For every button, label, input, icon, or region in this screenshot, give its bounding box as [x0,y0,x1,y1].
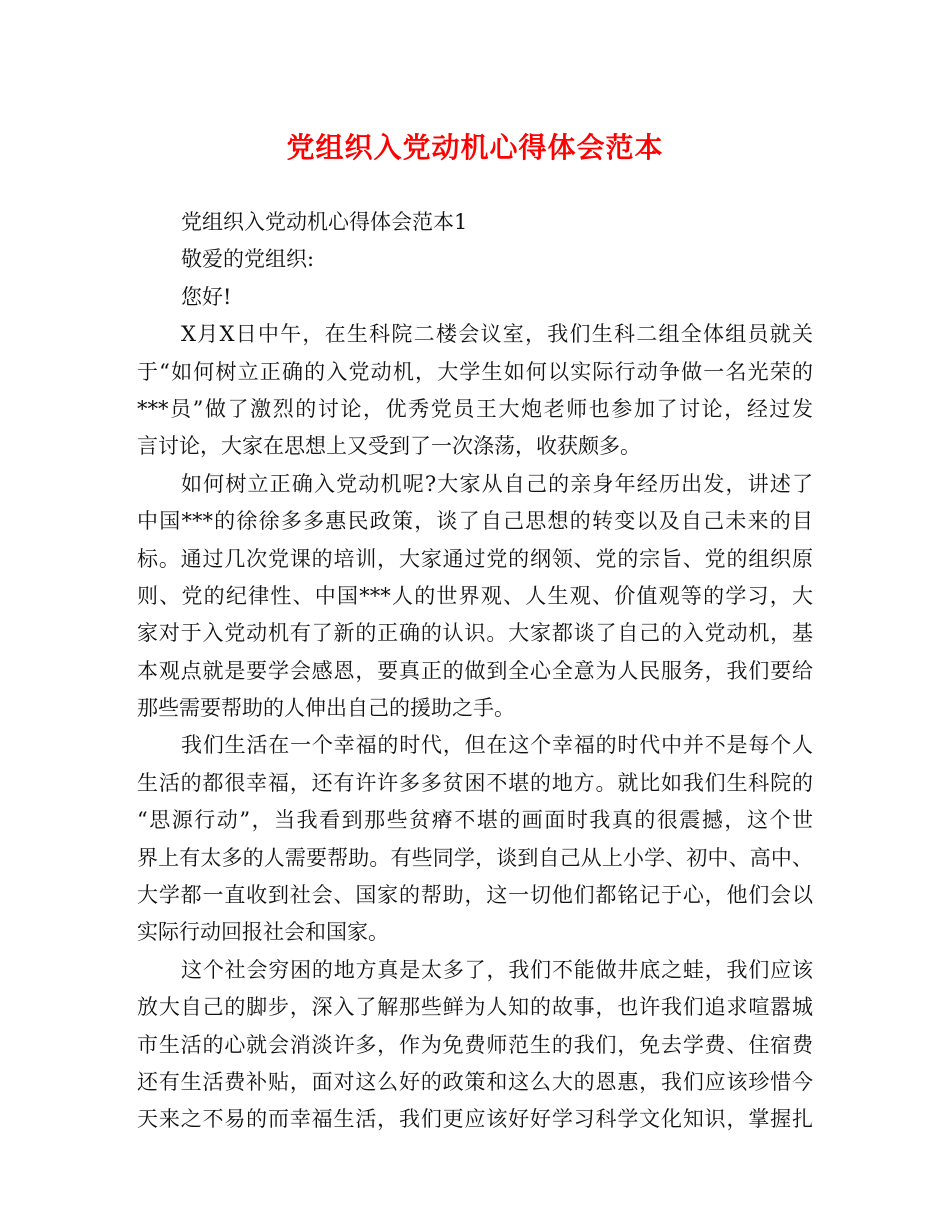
text-line: “思源行动”，当我看到那些贫瘠不堪的画面时我真的很震撼，这个世 [137,808,813,833]
text-line: 我们生活在一个幸福的时代，但在这个幸福的时代中并不是每个人 [181,733,813,758]
text-line: 您好! [181,284,232,309]
document-title: 党组织入党动机心得体会范本 [286,131,664,164]
text-line: 这个社会穷困的地方真是太多了，我们不能做井底之蛙，我们应该 [181,957,813,982]
text-line: 标。通过几次党课的培训，大家通过党的纲领、党的宗旨、党的组织原 [137,546,813,571]
document-body [137,204,813,1139]
text-line: 界上有太多的人需要帮助。有些同学，谈到自己从上小学、初中、高中、 [137,845,813,870]
text-line: 家对于入党动机有了新的正确的认识。大家都谈了自己的入党动机，基 [137,621,813,646]
text-line: 市生活的心就会消淡许多，作为免费师范生的我们，免去学费、住宿费 [137,1032,813,1057]
text-line: 那些需要帮助的人伸出自己的援助之手。 [137,696,515,721]
text-line: 言讨论，大家在思想上又受到了一次涤荡，收获颇多。 [137,434,641,459]
text-line: 放大自己的脚步，深入了解那些鲜为人知的故事，也许我们追求喧嚣城 [137,995,813,1020]
text-line: 生活的都很幸福，还有许许多多贫困不堪的地方。就比如我们生科院的 [137,770,813,795]
text-line: 如何树立正确入党动机呢?大家从自己的亲身年经历出发，讲述了 [181,471,813,496]
text-line: 实际行动回报社会和国家。 [137,920,389,945]
text-line: 则、党的纪律性、中国***人的世界观、人生观、价值观等的学习，大 [137,583,813,608]
text-line: 还有生活费补贴，面对这么好的政策和这么大的恩惠，我们应该珍惜今 [137,1069,813,1094]
text-line: 本观点就是要学会感恩，要真正的做到全心全意为人民服务，我们要给 [137,658,813,683]
text-line: 于“如何树立正确的入党动机，大学生如何以实际行动争做一名光荣的 [137,359,813,384]
text-line: ***员”做了激烈的讨论，优秀党员王大炮老师也参加了讨论，经过发 [137,396,813,421]
text-line: 大学都一直收到社会、国家的帮助，这一切他们都铭记于心，他们会以 [137,883,813,908]
text-line: X月X日中午，在生科院二楼会议室，我们生科二组全体组员就关 [181,322,813,347]
text-line: 中国***的徐徐多多惠民政策，谈了自己思想的转变以及自己未来的目 [137,509,813,534]
text-line: 天来之不易的而幸福生活，我们更应该好好学习科学文化知识，掌握扎 [137,1107,813,1132]
text-line: 党组织入党动机心得体会范本1 [181,210,468,234]
text-line: 敬爱的党组织: [181,247,315,272]
